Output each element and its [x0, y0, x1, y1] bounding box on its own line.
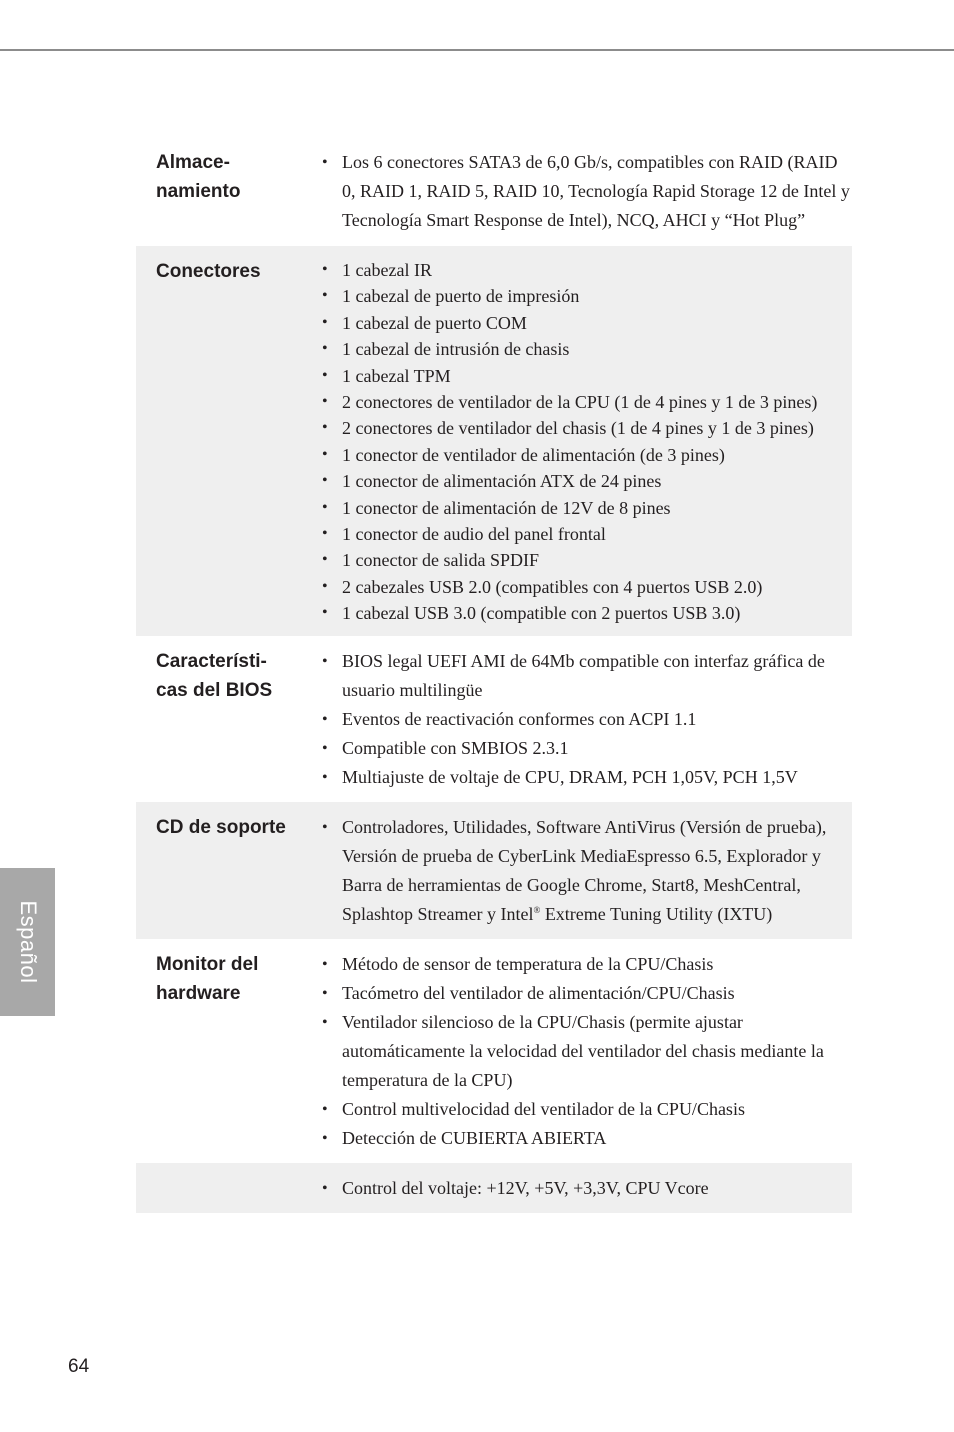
list-item: • 1 cabezal USB 3.0 (compatible con 2 puertos USB 3.0)	[322, 600, 852, 626]
language-tab-label: Español	[15, 900, 41, 984]
spec-list	[322, 813, 852, 929]
list-item: • Tacómetro del ventilador de alimentación/CPU/Chasis	[322, 979, 852, 1008]
row-label: Monitor del hardware	[156, 953, 259, 1004]
list-item: • 1 conector de ventilador de alimentación (de 3 pines)	[322, 442, 852, 468]
list-item: • 1 conector de salida SPDIF	[322, 547, 852, 573]
spec-row-storage	[136, 136, 852, 246]
spec-row-support-cd	[136, 802, 852, 939]
list-item: • 1 conector de alimentación de 12V de 8 pines	[322, 495, 852, 521]
list-item: • Control multivelocidad del ventilador de la CPU/Chasis	[322, 1095, 852, 1124]
spec-row-connectors	[136, 246, 852, 636]
row-label: Almace- namiento	[156, 152, 241, 202]
spec-list	[322, 257, 852, 627]
row-label	[136, 1174, 322, 1203]
spec-list	[322, 647, 852, 792]
list-item: • Detección de CUBIERTA ABIERTA	[322, 1124, 852, 1153]
header-rule	[0, 49, 954, 51]
row-label: Conectores	[156, 261, 261, 282]
language-side-tab	[0, 868, 55, 1016]
list-item: • Eventos de reactivación conformes con ACPI 1.1	[322, 705, 852, 734]
list-item: • Los 6 conectores SATA3 de 6,0 Gb/s, compatibles con RAID (RAID 0, RAID 1, RAID 5, RAID 10, Tecnología Rapid Storage 12 de Intel y Tecnología Smart Response de Intel), NCQ, AHCI y “Hot Plug”	[322, 148, 852, 235]
list-item-text: Controladores, Utilidades, Software AntiVirus (Versión de prueba), Versión de prueba de CyberLink MediaEspresso 6.5, Explorador y Barra de herramientas de Google Chrome, Start8, MeshCentral, Splashtop Streamer y Intel	[342, 816, 827, 924]
list-item: • Ventilador silencioso de la CPU/Chasis (permite ajustar automáticamente la velocidad del ventilador del chasis mediante la temperatura de la CPU)	[322, 1008, 852, 1095]
list-item: • 1 conector de audio del panel frontal	[322, 521, 852, 547]
list-item-text: Extreme Tuning Utility (IXTU)	[540, 903, 773, 924]
spec-row-bios	[136, 636, 852, 802]
row-label: CD de soporte	[156, 816, 286, 838]
list-item: • Método de sensor de temperatura de la CPU/Chasis	[322, 950, 852, 979]
spec-list	[322, 950, 852, 1153]
spec-list	[322, 148, 852, 235]
spec-row-voltage	[136, 1163, 852, 1213]
row-label: Característi- cas del BIOS	[156, 650, 273, 701]
registered-mark: ®	[533, 904, 541, 915]
list-item: • Compatible con SMBIOS 2.3.1	[322, 734, 852, 763]
list-item: • BIOS legal UEFI AMI de 64Mb compatible con interfaz gráfica de usuario multilingüe	[322, 647, 852, 705]
list-item	[322, 813, 852, 929]
list-item: • 1 cabezal de puerto COM	[322, 310, 852, 336]
list-item: • 1 cabezal TPM	[322, 363, 852, 389]
list-item: • Control del voltaje: +12V, +5V, +3,3V, CPU Vcore	[322, 1174, 852, 1203]
list-item: • 1 cabezal de intrusión de chasis	[322, 336, 852, 362]
list-item: • 2 cabezales USB 2.0 (compatibles con 4 puertos USB 2.0)	[322, 574, 852, 600]
list-item: • 2 conectores de ventilador de la CPU (1 de 4 pines y 1 de 3 pines)	[322, 389, 852, 415]
spec-list	[322, 1174, 852, 1203]
list-item: • 1 cabezal IR	[322, 257, 852, 283]
specifications-table	[136, 136, 852, 1213]
spec-row-hardware-monitor	[136, 939, 852, 1163]
list-item: • 1 conector de alimentación ATX de 24 pines	[322, 468, 852, 494]
list-item: • 2 conectores de ventilador del chasis (1 de 4 pines y 1 de 3 pines)	[322, 415, 852, 441]
page-number: 64	[68, 1356, 90, 1377]
list-item: • 1 cabezal de puerto de impresión	[322, 283, 852, 309]
list-item: • Multiajuste de voltaje de CPU, DRAM, PCH 1,05V, PCH 1,5V	[322, 763, 852, 792]
